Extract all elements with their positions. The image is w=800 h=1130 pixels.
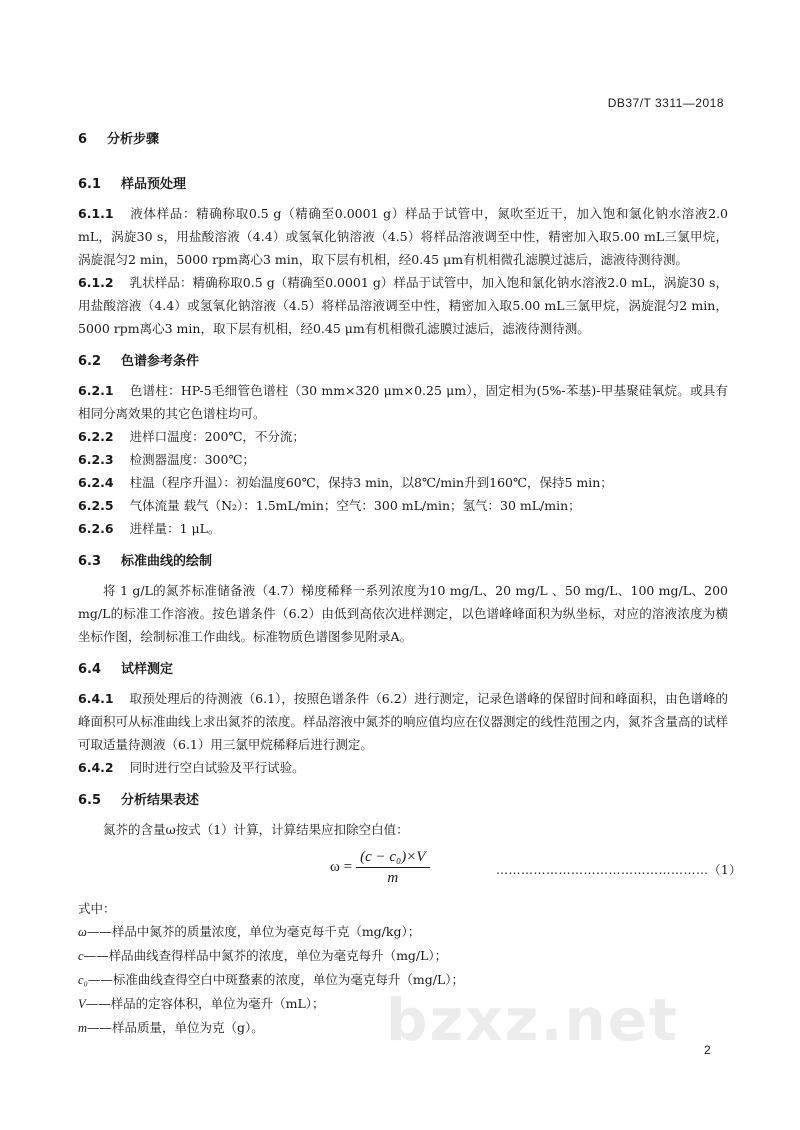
paragraph-6-1-2 xyxy=(78,271,728,340)
watermark: bzxz.net xyxy=(386,986,679,1054)
page-number: 2 xyxy=(704,1043,711,1057)
clause-number: 6.4.1 xyxy=(78,691,114,706)
clause-text: 液体样品：精确称取0.5 g（精确至0.0001 g）样品于试管中，氮吹至近干，加入饱和氯化钠水溶液2.0 mL，涡旋30 s，用盐酸溶液（4.4）或氢氧化钠溶液（4.5）将样品溶液调至中性，精密加入取5.00 mL三氯甲烷，涡旋混匀2 min，5000 rpm离心3 min，取下层有机相，经0.45 μm有机相微孔滤膜过滤后，滤液待测待测。 xyxy=(78,206,728,267)
paragraph-6-2-6 xyxy=(78,517,728,540)
var-omega xyxy=(78,920,728,944)
var-desc: ——标准曲线查得空白中斑蝥素的浓度，单位为毫克每升（mg/L）； xyxy=(87,972,465,987)
clause-text: 气体流量 载气（N₂）：1.5mL/min；空气：300 mL/min；氢气：30 mL/min； xyxy=(129,498,581,513)
section-title: 色谱参考条件 xyxy=(121,354,200,369)
clause-number: 6.4.2 xyxy=(78,760,114,775)
section-number: 6.3 xyxy=(78,554,102,569)
where-label: 式中： xyxy=(78,901,116,916)
var-desc: ——样品的定容体积，单位为毫升（mL）； xyxy=(85,996,325,1011)
clause-text: 进样量：1 μL。 xyxy=(129,521,221,536)
main-content xyxy=(78,128,742,1040)
section-heading-6-2 xyxy=(78,350,728,373)
clause-number: 6.2.2 xyxy=(78,429,114,444)
section-title: 样品预处理 xyxy=(121,177,187,192)
var-desc: ——样品质量，单位为克（g）。 xyxy=(87,1020,264,1035)
section-heading-6-5 xyxy=(78,789,728,812)
formula-1 xyxy=(330,847,430,888)
formula-denominator: m xyxy=(387,870,399,886)
section-number: 6 xyxy=(78,132,88,147)
standard-code: DB37/T 3311—2018 xyxy=(607,96,724,110)
paragraph-6-4-1 xyxy=(78,687,728,756)
section-number: 6.5 xyxy=(78,793,102,808)
clause-text: 取预处理后的待测液（6.1），按照色谱条件（6.2）进行测定，记录色谱峰的保留时间和峰面积，由色谱峰的峰面积可从标准曲线上求出氮芥的浓度。样品溶液中氮芥的响应值均应在仪器测定的线性范围之内，氮芥含量高的试样可取适量待测液（6.1）用三氯甲烷稀释后进行测定。 xyxy=(78,691,729,752)
clause-number: 6.2.1 xyxy=(78,383,114,398)
clause-text: 进样口温度：200℃，不分流； xyxy=(129,429,305,444)
formula-fraction xyxy=(356,847,429,888)
section-number: 6.2 xyxy=(78,354,102,369)
section-title: 分析结果表述 xyxy=(121,793,200,808)
paragraph-6-1-1 xyxy=(78,202,728,271)
paragraph-6-2-4 xyxy=(78,471,728,494)
clause-text: 柱温（程序升温）：初始温度60℃，保持3 min，以8℃/min升到160℃，保持5 min； xyxy=(129,475,613,490)
clause-number: 6.1.2 xyxy=(78,275,114,290)
section-heading-6-1 xyxy=(78,173,728,196)
formula-numerator: (c − c₀)×V xyxy=(356,847,429,868)
paragraph-6-4-2 xyxy=(78,756,728,779)
paragraph-6-2-2 xyxy=(78,425,728,448)
var-c xyxy=(78,944,728,968)
section-title: 试样测定 xyxy=(121,662,174,677)
clause-text: 色谱柱：HP-5毛细管色谱柱（30 mm×320 μm×0.25 μm），固定相为(5%-苯基)-甲基聚硅氧烷。或具有相同分离效果的其它色谱柱均可。 xyxy=(78,383,728,421)
clause-number: 6.2.5 xyxy=(78,498,114,513)
clause-number: 6.2.3 xyxy=(78,452,114,467)
var-desc: ——样品曲线查得样品中氮芥的浓度，单位为毫克每升（mg/L）； xyxy=(83,948,448,963)
formula-intro: 氮芥的含量ω按式（1）计算，计算结果应扣除空白值： xyxy=(103,822,409,837)
clause-text: 检测器温度：300℃； xyxy=(129,452,255,467)
formula-row xyxy=(78,845,742,895)
var-symbol: m xyxy=(78,1021,88,1035)
section-heading-6-3 xyxy=(78,550,728,573)
section-title: 分析步骤 xyxy=(107,132,160,147)
var-symbol: c xyxy=(78,949,84,963)
paragraph-6-2-3 xyxy=(78,448,728,471)
section-heading-6 xyxy=(78,128,728,151)
section-title: 标准曲线的绘制 xyxy=(121,554,213,569)
formula-lhs: ω = xyxy=(330,859,353,875)
clause-number: 6.2.4 xyxy=(78,475,114,490)
section-number: 6.1 xyxy=(78,177,102,192)
clause-text: 同时进行空白试验及平行试验。 xyxy=(129,760,305,775)
paragraph-6-2-5 xyxy=(78,494,728,517)
paragraph-6-3: 将 1 g/L的氮芥标准储备液（4.7）梯度稀释一系列浓度为10 mg/L、20 mg/L 、50 mg/L、100 mg/L、200 mg/L的标准工作溶液。按色谱条件（6.2）由低到高依次进样测定，以色谱峰峰面积为纵坐标，对应的溶液浓度为横坐标作图，绘制标准工作曲线。标准物质色谱图参见附录A。 xyxy=(78,583,728,644)
clause-text: 乳状样品：精确称取0.5 g（精确至0.0001 g）样品于试管中，加入饱和氯化钠水溶液2.0 mL，涡旋30 s，用盐酸溶液（4.4）或氢氧化钠溶液（4.5）将样品溶液调至中性，精密加入取5.00 mL三氯甲烷，涡旋混匀2 min，5000 rpm离心3 min，取下层有机相，经0.45 μm有机相微孔滤膜过滤后，滤液待测待测。 xyxy=(78,275,728,336)
var-symbol: V xyxy=(78,997,86,1011)
var-symbol: c₀ xyxy=(78,973,88,987)
section-heading-6-4 xyxy=(78,658,728,681)
paragraph-6-2-1 xyxy=(78,379,728,425)
var-symbol: ω xyxy=(78,925,87,939)
clause-number: 6.1.1 xyxy=(78,206,114,221)
clause-number: 6.2.6 xyxy=(78,521,114,536)
equation-number: ……………………………………………（1） xyxy=(496,863,742,877)
var-desc: ——样品中氮芥的质量浓度，单位为毫克每千克（mg/kg）； xyxy=(86,924,421,939)
section-number: 6.4 xyxy=(78,662,102,677)
